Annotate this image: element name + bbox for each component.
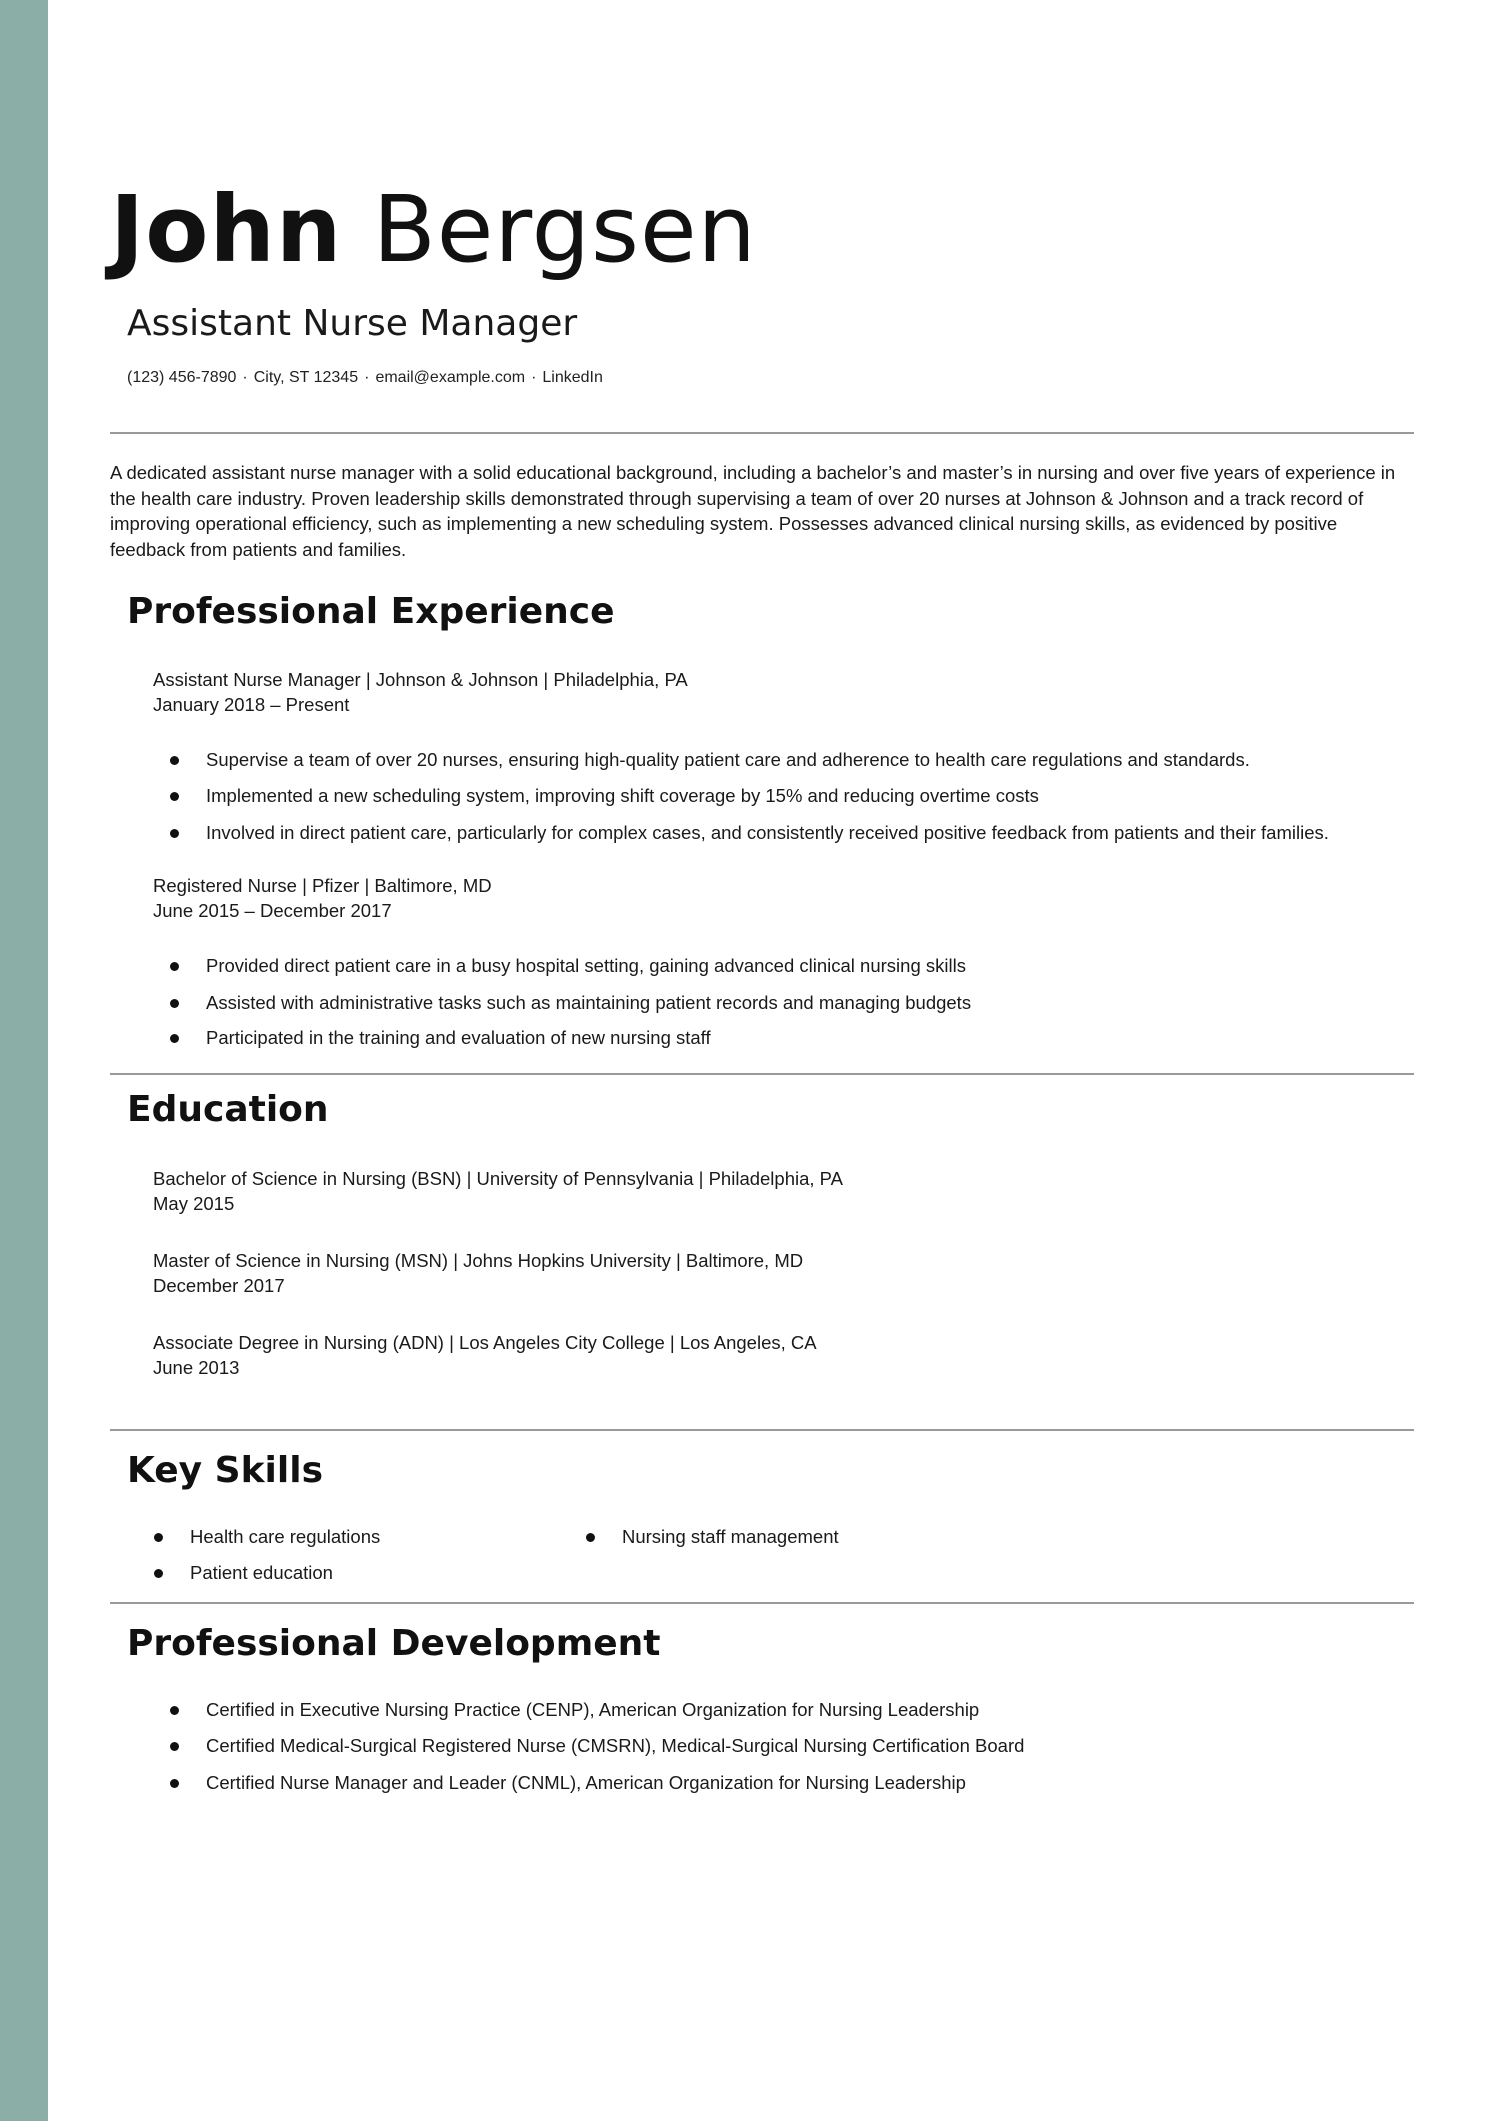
bullet-text: Implemented a new scheduling system, improving shift coverage by 15% and reducing overtime costs [206, 785, 1039, 806]
divider [110, 1429, 1414, 1431]
bullet-dot [170, 1706, 179, 1715]
summary-paragraph: A dedicated assistant nurse manager with a solid educational background, including a bachelor’s and master’s in nursing and over five years of experience in the health care industry. Proven leadership skills demonstrated through supervising a team of over 20 nurses at Johnson & Johnson and a track record of improving operational efficiency, such as implementing a new scheduling system. Possesses advanced clinical nursing skills, as evidenced by positive feedback from patients and families. [110, 462, 1396, 560]
bullet-text: Supervise a team of over 20 nurses, ensuring high-quality patient care and adherence to health care regulations and standards. [206, 749, 1250, 770]
contact-email[interactable]: email@example.com [375, 369, 526, 386]
education-item [153, 1248, 803, 1298]
section-title-education: Education [127, 1089, 329, 1130]
bullet-dot [154, 1533, 163, 1542]
bullet-dot [170, 1034, 179, 1043]
last-name: Bergsen [372, 176, 757, 283]
first-name: John [110, 176, 343, 283]
degree-date: June 2013 [153, 1357, 240, 1378]
degree-date: May 2015 [153, 1193, 235, 1214]
job-1 [153, 667, 688, 717]
bullet-text: Involved in direct patient care, particularly for complex cases, and consistently received positive feedback from patients and their families. [206, 822, 1329, 843]
divider [110, 1073, 1414, 1075]
contact-phone: (123) 456-7890 [127, 369, 237, 386]
bullet-dot [170, 1779, 179, 1788]
bullet-dot [170, 1742, 179, 1751]
bullet-dot [170, 756, 179, 765]
bullet-dot [170, 999, 179, 1008]
education-item [153, 1330, 817, 1380]
job-role-line: Assistant Nurse Manager | Johnson & Johnson | Philadelphia, PA [153, 669, 688, 690]
bullet-dot [170, 962, 179, 971]
skill-text: Patient education [190, 1562, 333, 1583]
accent-sidebar [0, 0, 48, 2121]
certification-text: Certified Medical-Surgical Registered Nurse (CMSRN), Medical-Surgical Nursing Certification Board [206, 1735, 1025, 1756]
section-title-experience: Professional Experience [127, 591, 615, 632]
certification-text: Certified Nurse Manager and Leader (CNML), American Organization for Nursing Leadership [206, 1772, 966, 1793]
bullet-dot [586, 1533, 595, 1542]
job-role-line: Registered Nurse | Pfizer | Baltimore, MD [153, 875, 492, 896]
bullet-text: Assisted with administrative tasks such as maintaining patient records and managing budgets [206, 992, 972, 1013]
contact-location: City, ST 12345 [253, 369, 359, 386]
job-2 [153, 873, 492, 923]
divider [110, 432, 1414, 434]
bullet-text: Provided direct patient care in a busy hospital setting, gaining advanced clinical nursing skills [206, 955, 966, 976]
skill-text: Health care regulations [190, 1526, 381, 1547]
education-item [153, 1166, 843, 1216]
job-title: Assistant Nurse Manager [127, 303, 578, 344]
candidate-name [110, 175, 757, 285]
contact-linkedin-link[interactable]: LinkedIn [542, 369, 603, 386]
bullet-dot [154, 1569, 163, 1578]
contact-separator: · [531, 369, 537, 386]
bullet-dot [170, 792, 179, 801]
bullet-dot [170, 829, 179, 838]
job-dates: January 2018 – Present [153, 694, 350, 715]
contact-line [127, 368, 603, 388]
degree-line: Associate Degree in Nursing (ADN) | Los Angeles City College | Los Angeles, CA [153, 1332, 817, 1353]
contact-separator: · [364, 369, 370, 386]
section-title-skills: Key Skills [127, 1450, 323, 1491]
job-dates: June 2015 – December 2017 [153, 900, 392, 921]
skill-text: Nursing staff management [622, 1526, 839, 1547]
contact-separator: · [242, 369, 248, 386]
certification-text: Certified in Executive Nursing Practice (CENP), American Organization for Nursing Leadership [206, 1699, 980, 1720]
bullet-text: Participated in the training and evaluation of new nursing staff [206, 1027, 711, 1048]
section-title-development: Professional Development [127, 1623, 661, 1664]
divider [110, 1602, 1414, 1604]
degree-line: Master of Science in Nursing (MSN) | Johns Hopkins University | Baltimore, MD [153, 1250, 804, 1271]
degree-line: Bachelor of Science in Nursing (BSN) | University of Pennsylvania | Philadelphia, PA [153, 1168, 843, 1189]
degree-date: December 2017 [153, 1275, 285, 1296]
